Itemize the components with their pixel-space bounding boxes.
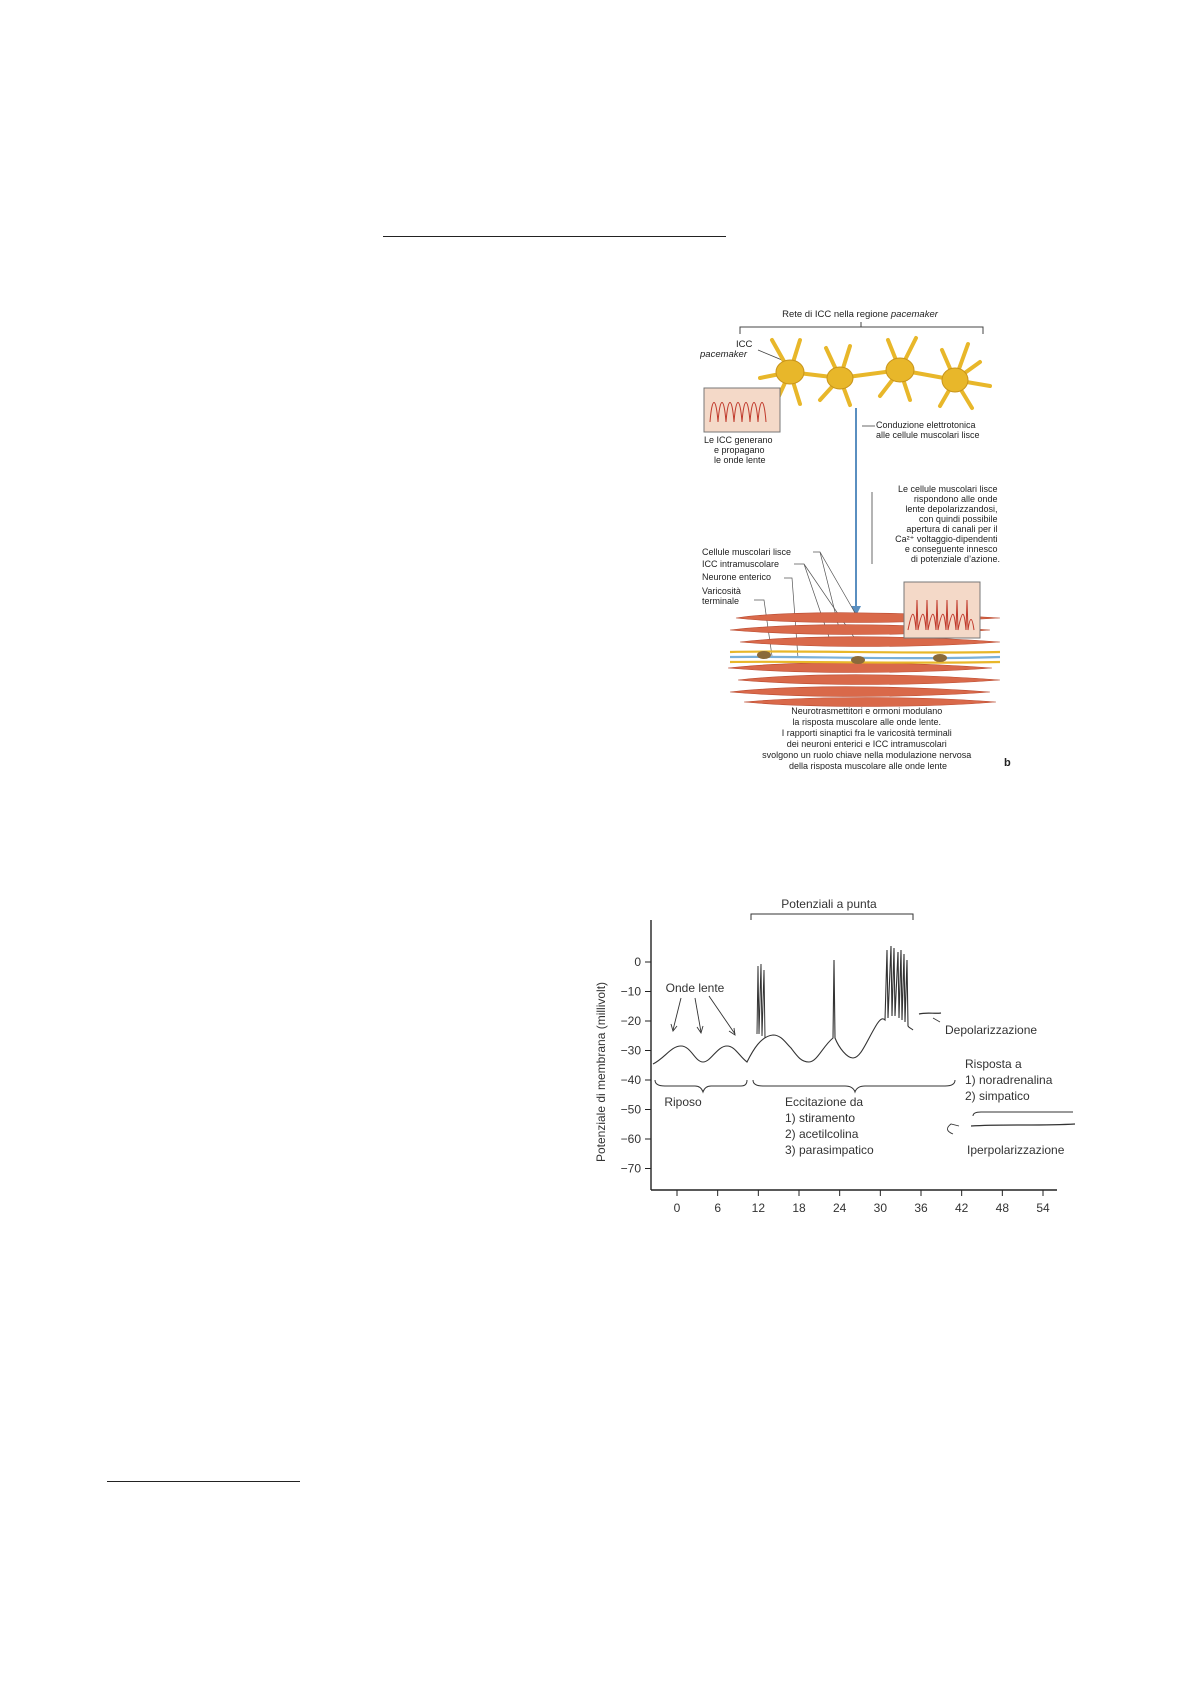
membrane-potential-chart	[585, 890, 1085, 1220]
x-tick-label: 54	[1036, 1201, 1050, 1215]
icc-network-figure	[700, 300, 1020, 770]
icc-left-caption: Le ICC generano e propagano le onde lente	[704, 435, 773, 465]
initial-spikes	[757, 964, 765, 1038]
icc-bottom-caption: Neurotrasmettitori e ormoni modulano la risposta muscolare alle onde lente. I rapporti sinaptici fra le varicosità terminali dei neuroni enterici e ICC intramuscolari svolgono un ruolo chiave nella modulazione nervosa della risposta muscolare alle onde lente	[762, 706, 972, 770]
smooth-response-caption: Le cellule muscolari lisce rispondono alle onde lente depolarizzandosi, con quindi possibile apertura di canali per il Ca²⁺ voltaggio-dipendenti e conseguente innesco di potenziale d’azione.	[895, 484, 1000, 564]
x-tick-label: 12	[751, 1201, 766, 1215]
heading-underline	[383, 236, 726, 237]
rest-label: Riposo	[664, 1095, 702, 1109]
spike-trace-box	[904, 582, 980, 638]
x-tick-label: 30	[873, 1201, 888, 1215]
x-tick-label: 6	[714, 1201, 722, 1215]
icc-label-italic: pacemaker	[700, 349, 747, 360]
excitation-label: Eccitazione da 1) stiramento 2) acetilcolina 3) parasimpatico	[785, 1095, 874, 1157]
membrane-potential-trace	[653, 946, 913, 1064]
response-label: Risposta a 1) noradrenalina 2) simpatico	[965, 1057, 1053, 1103]
panel-letter: b	[1004, 757, 1011, 769]
conduction-caption: Conduzione elettrotonica alle cellule muscolari lisce	[876, 420, 980, 440]
y-tick-label: −20	[620, 1014, 641, 1028]
y-tick-label: −30	[620, 1043, 641, 1058]
spikes-label: Potenziali a punta	[781, 897, 877, 911]
depolarization-label: Depolarizzazione	[945, 1023, 1038, 1037]
x-ticks	[674, 1190, 1050, 1215]
x-tick-label: 48	[995, 1201, 1010, 1215]
tissue-labels: Cellule muscolari lisce ICC intramuscolare Neurone enterico Varicosità terminale	[702, 547, 792, 606]
slow-wave-trace-box	[704, 388, 780, 432]
chart-ylabel: Potenziale di membrana (millivolt)	[594, 981, 608, 1163]
icc-title: Rete di ICC nella regione pacemaker	[782, 309, 938, 320]
icc-bracket	[740, 322, 983, 334]
y-tick-label: −40	[620, 1073, 641, 1087]
x-tick-label: 42	[954, 1201, 969, 1215]
depolarization-level	[919, 1013, 941, 1014]
x-tick-label: 18	[792, 1201, 806, 1215]
y-ticks	[621, 955, 651, 1176]
y-tick-label: −70	[620, 1161, 641, 1176]
y-tick-label: 0	[634, 955, 641, 969]
hyperpolarization-label: Iperpolarizzazione	[967, 1143, 1065, 1157]
x-tick-label: 36	[914, 1201, 928, 1215]
y-tick-label: −50	[620, 1102, 641, 1117]
y-tick-label: −10	[620, 984, 641, 999]
icc-label: ICC	[736, 339, 753, 350]
enteric-nerve-fibres	[730, 651, 1000, 662]
x-tick-label: 0	[673, 1201, 681, 1215]
footnote-separator	[107, 1481, 300, 1482]
y-tick-label: −60	[620, 1132, 641, 1146]
x-tick-label: 24	[832, 1201, 847, 1215]
slow-waves-label: Onde lente	[665, 981, 725, 995]
